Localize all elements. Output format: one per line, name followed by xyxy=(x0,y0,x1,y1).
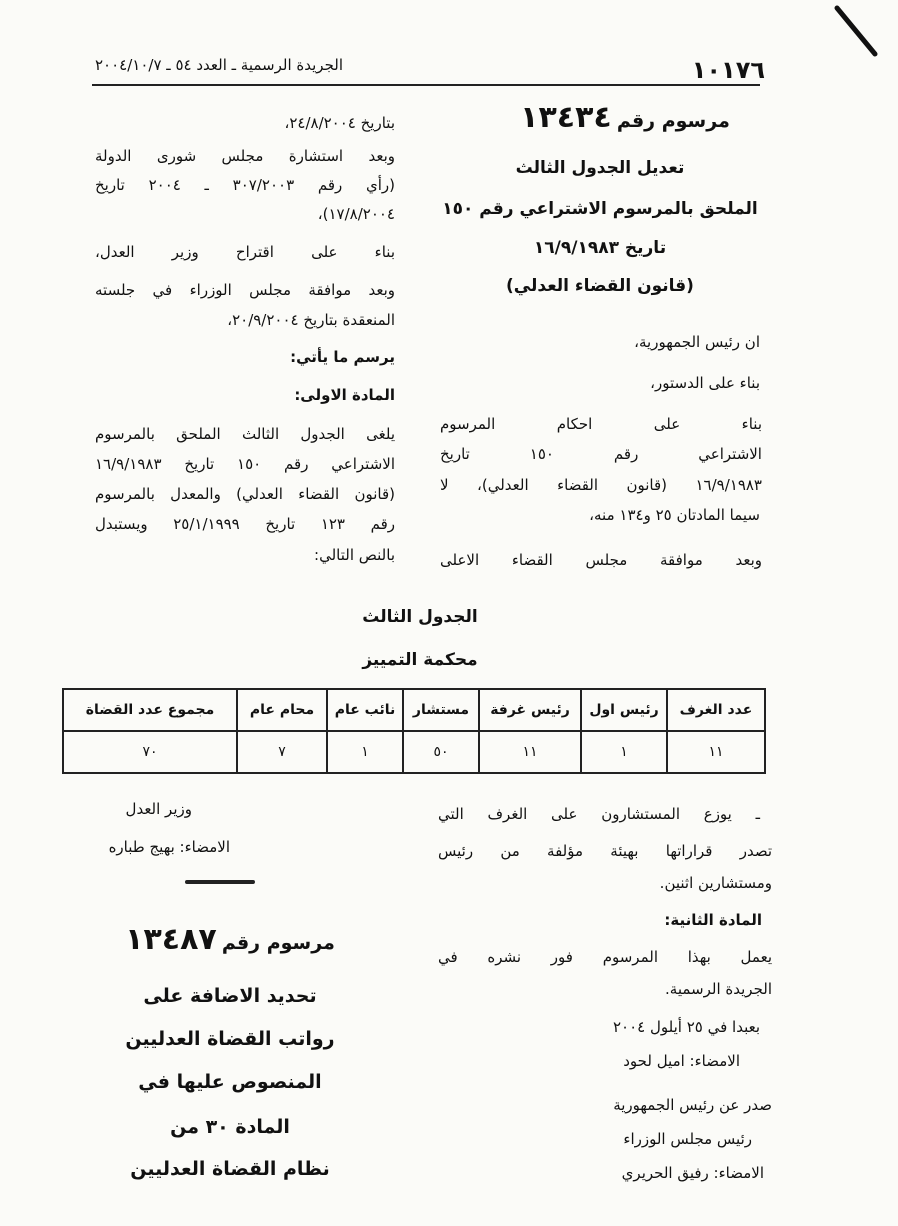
signature-prime-minister: الامضاء: رفيق الحريري xyxy=(621,1164,764,1182)
table-header-cell: مجموع عدد القضاة xyxy=(63,689,237,731)
page-number: ١٠١٧٦ xyxy=(691,56,765,84)
schedule-subtitle: محكمة التمييز xyxy=(362,650,478,670)
table-header-cell: رئيس اول xyxy=(581,689,667,731)
section-divider xyxy=(185,880,255,884)
decree1-left-line: (رأي رقم ٣٠٧/٢٠٠٣ ـ ٢٠٠٤ تاريخ xyxy=(95,176,395,194)
decree2-label: مرسوم رقم xyxy=(221,932,335,954)
decree1-after-right-line: بعبدا في ٢٥ أيلول ٢٠٠٤ xyxy=(612,1018,760,1036)
decree1-right-line: ان رئيس الجمهورية، xyxy=(634,333,760,351)
signature-president: الامضاء: اميل لحود xyxy=(623,1052,740,1070)
judges-table xyxy=(62,688,766,774)
decree1-number: ١٣٤٣٤ xyxy=(520,100,612,135)
decree1-right-line: وبعد موافقة مجلس القضاء الاعلى xyxy=(440,551,762,569)
decree2-number: ١٣٤٨٧ xyxy=(125,922,217,957)
journal-header: الجريدة الرسمية ـ العدد ٥٤ ـ ٢٠٠٤/١٠/٧ xyxy=(95,56,343,74)
decree1-left-line: بناء على اقتراح وزير العدل، xyxy=(95,243,395,261)
decree1-heading xyxy=(480,100,770,135)
decree1-left-line: المنعقدة بتاريخ ٢٠/٩/٢٠٠٤، xyxy=(227,311,395,329)
table-header-cell: عدد الغرف xyxy=(667,689,765,731)
decree1-right-line: سيما المادتان ٢٥ و١٣٤ منه، xyxy=(589,506,760,524)
decree1-title-4: (قانون القضاء العدلي) xyxy=(506,276,694,296)
table-header-cell: نائب عام xyxy=(327,689,403,731)
table-row xyxy=(63,731,765,773)
table-cell: ٥٠ xyxy=(403,731,479,773)
decree1-right-line: ١٦/٩/١٩٨٣ (قانون القضاء العدلي)، لا xyxy=(440,476,762,494)
table-cell: ١١ xyxy=(667,731,765,773)
decree1-left-line: وبعد استشارة مجلس شورى الدولة xyxy=(95,147,395,165)
table-header-cell: رئيس غرفة xyxy=(479,689,581,731)
table-cell: ٧٠ xyxy=(63,731,237,773)
decree1-after-right-line: ومستشارين اثنين. xyxy=(659,874,772,892)
table-cell: ١ xyxy=(581,731,667,773)
table-cell: ١ xyxy=(327,731,403,773)
decree1-title-2: الملحق بالمرسوم الاشتراعي رقم ١٥٠ xyxy=(442,199,758,219)
decree1-right-line: بناء على الدستور، xyxy=(650,374,760,392)
decree1-right-line: الاشتراعي رقم ١٥٠ تاريخ xyxy=(440,445,762,463)
decree1-after-right-line: الجريدة الرسمية. xyxy=(665,980,772,998)
decree1-left-line: وبعد موافقة مجلس الوزراء في جلسته xyxy=(95,281,395,299)
table-cell: ٧ xyxy=(237,731,327,773)
table-header-cell: محام عام xyxy=(237,689,327,731)
decree1-left-line: الاشتراعي رقم ١٥٠ تاريخ ١٦/٩/١٩٨٣ xyxy=(95,455,395,473)
decree1-left-line: بالنص التالي: xyxy=(314,546,395,564)
signature-minister: الامضاء: بهيج طباره xyxy=(108,838,230,856)
article-2-heading: المادة الثانية: xyxy=(664,911,762,929)
decree1-after-right-line: يعمل بهذا المرسوم فور نشره في xyxy=(438,948,772,966)
decree1-title-3: تاريخ ١٦/٩/١٩٨٣ xyxy=(533,238,667,258)
article-1-heading: المادة الاولى: xyxy=(294,386,395,404)
decree2-title-4: المادة ٣٠ من xyxy=(170,1116,290,1138)
decree1-left-line: بتاريخ ٢٤/٨/٢٠٠٤، xyxy=(284,114,395,132)
header-rule xyxy=(92,84,760,86)
decree2-heading xyxy=(100,922,360,957)
table-cell: ١١ xyxy=(479,731,581,773)
minister-title: وزير العدل xyxy=(125,800,192,818)
decree1-label: مرسوم رقم xyxy=(616,110,730,132)
decree2-title-2: رواتب القضاة العدليين xyxy=(125,1028,335,1050)
decree1-left-line: ١٧/٨/٢٠٠٤)، xyxy=(317,205,395,223)
decree1-right-line: بناء على احكام المرسوم xyxy=(440,415,762,433)
decree1-left-line: يرسم ما يأتي: xyxy=(290,348,395,366)
decree2-title-1: تحديد الاضافة على xyxy=(143,985,317,1007)
corner-mark-icon xyxy=(825,2,885,62)
decree1-title-1: تعديل الجدول الثالث xyxy=(515,158,685,178)
decree2-title-3: المنصوص عليها في xyxy=(138,1071,322,1093)
decree1-left-line: رقم ١٢٣ تاريخ ٢٥/١/١٩٩٩ ويستبدل xyxy=(95,515,395,533)
table-header-cell: مستشار xyxy=(403,689,479,731)
decree1-after-right-line: تصدر قراراتها بهيئة مؤلفة من رئيس xyxy=(438,842,772,860)
decree1-after-right-line: ـ يوزع المستشارون على الغرف التي xyxy=(438,805,760,823)
decree1-after-right-line: صدر عن رئيس الجمهورية xyxy=(613,1096,772,1114)
decree1-left-line: (قانون القضاء العدلي) والمعدل بالمرسوم xyxy=(95,485,395,503)
decree1-left-line: يلغى الجدول الثالث الملحق بالمرسوم xyxy=(95,425,395,443)
table-header-row xyxy=(63,689,765,731)
decree1-after-right-line: رئيس مجلس الوزراء xyxy=(623,1130,752,1148)
schedule-title: الجدول الثالث xyxy=(362,607,478,627)
decree2-title-5: نظام القضاة العدليين xyxy=(130,1158,330,1180)
